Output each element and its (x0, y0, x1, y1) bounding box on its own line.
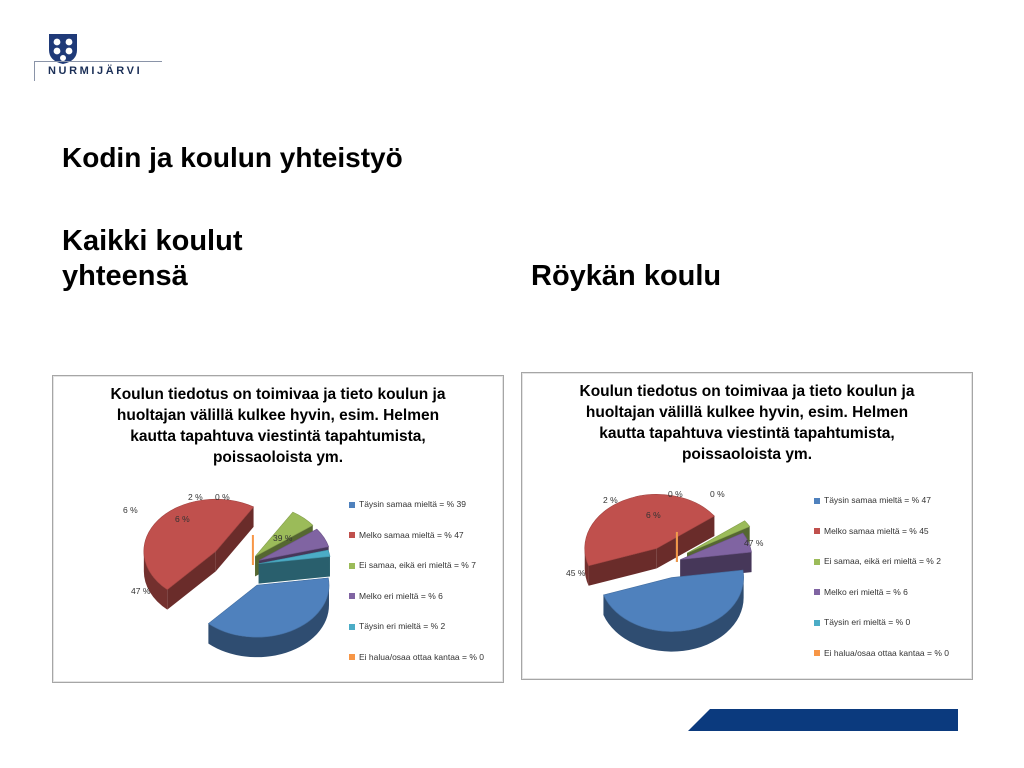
legend-item-4 (349, 621, 445, 631)
legend-swatch (349, 593, 355, 599)
nurmijarvi-logo (34, 33, 164, 81)
data-label-4: 2 % (188, 492, 203, 502)
legend-item-2 (349, 560, 476, 570)
legend-item-3 (814, 587, 908, 597)
subtitle-roykka-school: Röykän koulu (531, 260, 722, 292)
data-label-1: 45 % (566, 568, 586, 578)
pie-chart-all-schools (52, 375, 504, 683)
legend-swatch (349, 624, 355, 630)
legend-label: Melko samaa mieltä = % 47 (359, 529, 464, 540)
data-label-2: 6 % (123, 505, 138, 515)
legend-label: Täysin eri mieltä = % 0 (824, 617, 911, 627)
legend-item-1 (814, 526, 929, 536)
legend-label: Melko eri mieltä = % 6 (359, 590, 443, 601)
pie-slice-0 (603, 570, 743, 652)
legend-swatch (814, 559, 820, 565)
data-label-0: 39 % (273, 533, 293, 543)
pie-slice-0 (208, 578, 329, 657)
chart-title: Koulun tiedotus on toimivaa ja tieto koulun ja huoltajan välillä kulkee hyvin, esim. Helmen kautta tapahtuva viestintä tapahtumista, poissaoloista ym. (579, 383, 915, 463)
slide-title: Kodin ja koulun yhteistyö (62, 142, 403, 173)
subtitle-all-schools (62, 224, 243, 294)
legend-item-5 (349, 652, 484, 662)
legend-swatch (814, 650, 820, 656)
legend-label: Ei halua/osaa ottaa kantaa = % 0 (824, 647, 949, 658)
brand-name: NURMIJÄRVI (48, 65, 143, 77)
legend-label: Täysin eri mieltä = % 2 (359, 621, 446, 631)
data-label-4: 0 % (668, 489, 683, 499)
chart-title: Koulun tiedotus on toimivaa ja tieto koulun ja huoltajan välillä kulkee hyvin, esim. Helmen kautta tapahtuva viestintä tapahtumista, poissaoloista ym. (110, 386, 446, 466)
pie-slice-5 (676, 532, 678, 562)
data-label-5: 0 % (710, 489, 725, 499)
legend-swatch (814, 620, 820, 626)
pie-slice-5 (252, 535, 254, 565)
legend-item-5 (814, 648, 949, 658)
legend-item-3 (349, 591, 443, 601)
data-label-3: 6 % (175, 514, 190, 524)
legend-item-4 (814, 617, 910, 627)
legend-item-2 (814, 556, 941, 566)
data-label-3: 6 % (646, 510, 661, 520)
logo-divider (34, 61, 162, 62)
subtitle-all-schools-line1: Kaikki koulut (62, 225, 243, 257)
legend-label: Ei halua/osaa ottaa kantaa = % 0 (359, 651, 484, 662)
data-label-0: 47 % (744, 538, 764, 548)
legend-swatch (814, 498, 820, 504)
data-label-2: 2 % (603, 495, 618, 505)
legend-label: Ei samaa, eikä eri mieltä = % 7 (359, 560, 476, 570)
legend-item-0 (349, 499, 466, 509)
logo-divider-vertical (34, 61, 35, 81)
legend-item-0 (814, 495, 931, 505)
legend-label: Täysin samaa mieltä = % 39 (359, 499, 467, 509)
legend-item-1 (349, 530, 464, 540)
legend-label: Melko eri mieltä = % 6 (824, 586, 908, 597)
legend-swatch (814, 589, 820, 595)
data-label-1: 47 % (131, 586, 151, 596)
legend-swatch (349, 532, 355, 538)
legend-label: Ei samaa, eikä eri mieltä = % 2 (824, 556, 941, 566)
legend-swatch (349, 563, 355, 569)
pie-chart-roykka (521, 372, 973, 680)
data-label-5: 0 % (215, 492, 230, 502)
legend-swatch (814, 528, 820, 534)
subtitle-all-schools-line2: yhteensä (62, 260, 188, 292)
legend-swatch (349, 654, 355, 660)
legend-label: Melko samaa mieltä = % 45 (824, 525, 929, 536)
pie-slice-1 (144, 499, 254, 609)
legend-label: Täysin samaa mieltä = % 47 (824, 495, 932, 505)
legend-swatch (349, 502, 355, 508)
footer-accent-bar (688, 709, 958, 731)
